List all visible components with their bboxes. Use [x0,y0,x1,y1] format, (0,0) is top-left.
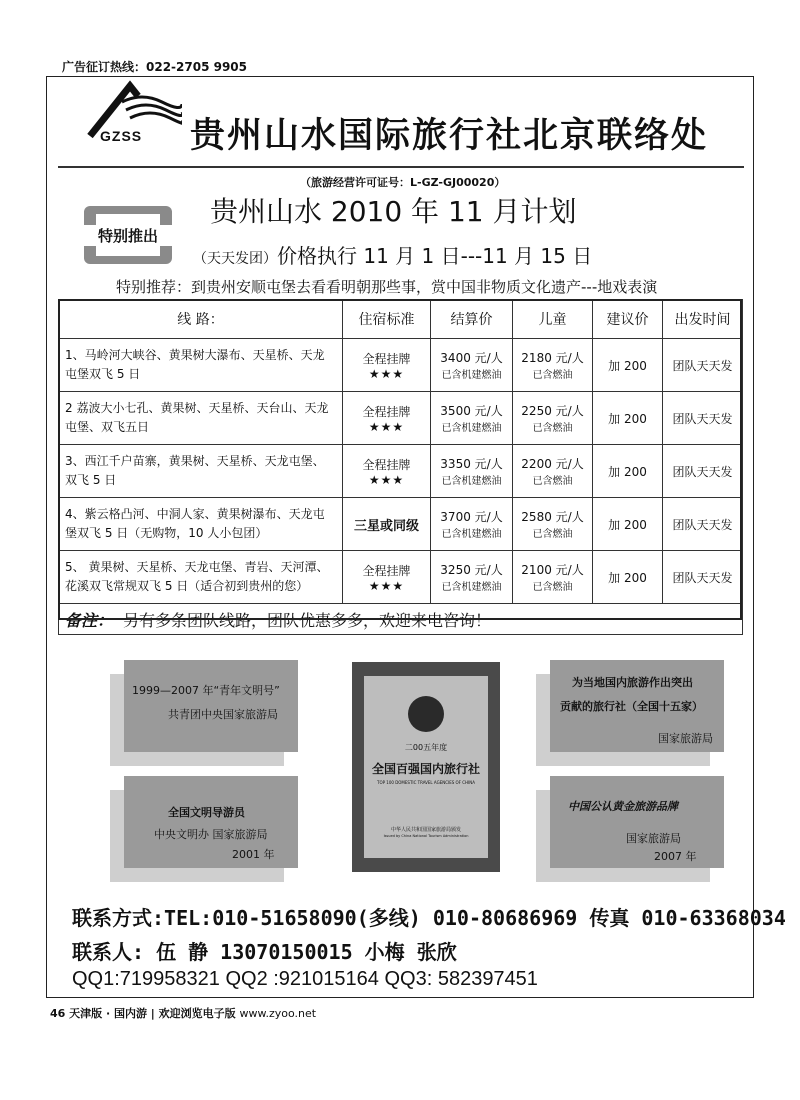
award-issuer: 国家旅游局 [626,832,681,845]
star-rating: ★★★ [368,472,405,487]
child-price: 2580 元/人 [521,510,584,524]
table-row [59,339,743,392]
departure: 团队天天发 [663,551,743,604]
child-price: 2180 元/人 [521,351,584,365]
contact-phone: 联系方式:TEL:010-51658090(多线) 010-80686969 传真 010-63368034 [72,906,786,930]
award-year: 2007 年 [654,850,697,863]
child-note: 已含燃油 [532,370,573,381]
route-desc: 5、 黄果树、天星桥、天龙屯堡、青岩、天河潭、花溪双飞常规双飞 5 日（适合初到贵州的您） [59,551,343,604]
license-number: （旅游经营许可证号：L-GZ-GJ00020） [300,176,506,189]
footer-url: www.zyoo.net [239,1007,317,1020]
hotel-cell [343,551,431,604]
suggested-price: 加 200 [593,445,663,498]
settle-price: 3500 元/人 [440,404,503,418]
header-route: 线 路： [59,300,343,339]
header-depart: 出发时间 [663,300,743,339]
header-child: 儿童 [513,300,593,339]
departure: 团队天天发 [663,445,743,498]
child-note: 已含燃油 [532,476,573,487]
hotel-cell [343,445,431,498]
note-text: 另有多条团队线路，团队优惠多多，欢迎来电咨询！ [123,610,492,630]
suggested-price: 加 200 [593,392,663,445]
departure: 团队天天发 [663,392,743,445]
suggested-price: 加 200 [593,551,663,604]
award-issuer: 共青团中央国家旅游局 [168,708,278,721]
award-title: 1999—2007 年“青年文明号” [132,684,280,697]
departure: 团队天天发 [663,498,743,551]
award-card-guide [124,776,298,868]
hotel-standard: 全程挂牌 [362,404,411,419]
special-badge: 特别推出 [76,225,180,246]
star-rating: ★★★ [368,419,405,434]
header-divider [58,166,744,168]
header-hotel: 住宿标准 [343,300,431,339]
route-table [58,299,743,635]
table-row [59,392,743,445]
agency-name: 贵州山水国际旅行社北京联络处 [190,115,709,156]
note-label: 备注： [65,610,114,630]
table-note-row [59,604,743,635]
settle-price: 3700 元/人 [440,510,503,524]
child-price: 2250 元/人 [521,404,584,418]
child-note: 已含燃油 [532,423,573,434]
ad-hotline: 广告征订热线：022-2705 9905 [62,60,248,74]
hotel-cell [343,392,431,445]
cert-title: 全国百强国内旅行社 [371,762,480,776]
hotel-standard: 三星或同级 [353,518,419,534]
horse-emblem-icon [408,696,444,732]
settle-price: 3250 元/人 [440,563,503,577]
route-desc: 1、马岭河大峡谷、黄果树大瀑布、天星桥、天龙屯堡双飞 5 日 [59,339,343,392]
child-cell [513,551,593,604]
award-title: 全国文明导游员 [168,806,245,819]
price-note: 已含机建燃油 [441,476,502,487]
price-cell [431,551,513,604]
table-header-row [59,300,743,339]
note-cell [59,604,743,635]
header-price: 结算价 [431,300,513,339]
route-desc: 4、紫云格凸河、中洞人家、黄果树瀑布、天龙屯堡双飞 5 日（无购物，10 人小包团） [59,498,343,551]
cert-issuer: 中华人民共和国国家旅游局颁发 [390,827,461,833]
child-cell [513,392,593,445]
cert-title-en: TOP 100 DOMESTIC TRAVEL AGENCIES OF CHINA [377,780,475,785]
cert-issuer-en: Issued by China National Tourism Administration [383,834,469,838]
footer-text: 46 天津版 · 国内游 | 欢迎浏览电子版 [50,1007,236,1020]
child-price: 2200 元/人 [521,457,584,471]
suggested-price: 加 200 [593,339,663,392]
departure: 团队天天发 [663,339,743,392]
price-cell [431,339,513,392]
table-row [59,445,743,498]
award-card-youth [124,660,298,752]
hotel-cell [343,339,431,392]
award-line: 为当地国内旅游作出突出 [572,676,693,689]
header-suggest: 建议价 [593,300,663,339]
logo-text: GZSS [100,128,143,144]
award-issuer: 中央文明办 国家旅游局 [154,828,268,841]
route-desc: 2 荔波大小七孔、黄果树、天星桥、天台山、天龙屯堡、双飞五日 [59,392,343,445]
price-cell [431,445,513,498]
table-row [59,551,743,604]
contact-qq: QQ1:719958321 QQ2 :921015164 QQ3: 582397451 [72,968,538,990]
price-cell [431,392,513,445]
award-card-contribution [550,660,724,752]
price-note: 已含机建燃油 [441,529,502,540]
suggested-price: 加 200 [593,498,663,551]
special-recommendation: 特别推荐：到贵州安顺屯堡去看看明朝那些事，赏中国非物质文化遗产---地戏表演 [116,278,658,296]
settle-price: 3400 元/人 [440,351,503,365]
award-card-gold-brand [550,776,724,868]
award-line: 贡献的旅行社（全国十五家） [560,700,703,713]
hotel-standard: 全程挂牌 [362,563,411,578]
child-note: 已含燃油 [532,529,573,540]
plan-title: 贵州山水 2010 年 11 月计划 [210,195,577,228]
award-issuer: 国家旅游局 [658,732,713,745]
price-note: 已含机建燃油 [441,582,502,593]
cert-year: 二00五年度 [404,743,448,752]
plan-subtitle [193,240,592,269]
price-cell [431,498,513,551]
price-note: 已含机建燃油 [441,370,502,381]
plan-sub-main: 价格执行 11 月 1 日---11 月 15 日 [277,244,593,268]
star-rating: ★★★ [368,366,405,381]
page-footer [50,1005,316,1021]
child-price: 2100 元/人 [521,563,584,577]
route-desc: 3、西江千户苗寨，黄果树、天星桥、天龙屯堡、双飞 5 日 [59,445,343,498]
price-note: 已含机建燃油 [441,423,502,434]
child-cell [513,498,593,551]
hotel-cell [343,498,431,551]
settle-price: 3350 元/人 [440,457,503,471]
child-cell [513,445,593,498]
award-title: 中国公认黄金旅游品牌 [568,800,678,813]
table-row [59,498,743,551]
plan-sub-prefix: （天天发团） [193,251,277,267]
child-note: 已含燃油 [532,582,573,593]
contact-people: 联系人: 伍 静 13070150015 小梅 张欣 [72,940,457,964]
award-year: 2001 年 [232,848,275,861]
hotel-standard: 全程挂牌 [362,351,411,366]
star-rating: ★★★ [368,578,405,593]
hotel-standard: 全程挂牌 [362,457,411,472]
child-cell [513,339,593,392]
